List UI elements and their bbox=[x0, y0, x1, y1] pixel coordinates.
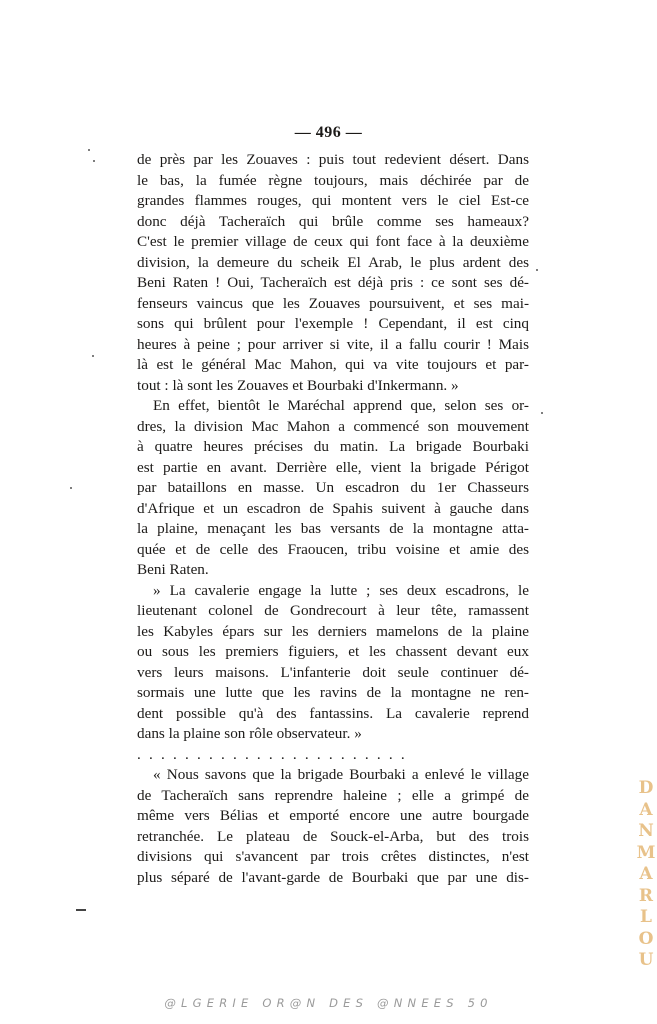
text-line: retranchée. Le plateau de Souck-el-Arba, but des trois bbox=[137, 827, 529, 845]
text-line: En effet, bientôt le Maréchal apprend que, selon ses or- bbox=[153, 397, 529, 414]
scan-speck bbox=[92, 355, 94, 357]
text-line: quée et de celle des Fraoucen, tribu voisine et amie des bbox=[137, 540, 529, 558]
text-line: ou sous les premiers figuiers, et les chassent devant eux bbox=[137, 643, 529, 660]
text-line: là est le général Mac Mahon, qui va vite toujours et par- bbox=[137, 356, 529, 373]
text-line: de près par les Zouaves : puis tout redevient désert. Dans bbox=[137, 151, 529, 168]
scan-speck bbox=[536, 269, 538, 271]
text-line: donc déjà Tacheraïch qui brûle comme ses hameaux? bbox=[137, 212, 529, 230]
text-line: fenseurs vaincus que les Zouaves poursuivent, et ses mai- bbox=[137, 294, 529, 312]
text-line: sons qui brûlent pour l'exemple ! Cependant, il est cinq bbox=[137, 315, 529, 332]
text-line: est partie en avant. Derrière elle, vient la brigade Périgot bbox=[137, 458, 529, 476]
scan-speck bbox=[88, 149, 90, 151]
text-line: sormais une lutte que les ravins de la montagne ne ren- bbox=[137, 684, 529, 701]
text-line: tout : là sont les Zouaves et Bourbaki d'Inkermann. » bbox=[137, 376, 459, 394]
text-line: la plaine, menaçant les bas versants de la montagne atta- bbox=[137, 520, 529, 537]
scan-mark bbox=[76, 909, 86, 911]
scan-speck bbox=[70, 487, 72, 489]
text-line: Beni Raten. bbox=[137, 561, 209, 578]
text-line: division, la demeure du scheik El Arab, le plus ardent des bbox=[137, 253, 529, 271]
text-line: divisions qui s'avancent par trois crêtes distinctes, n'est bbox=[137, 848, 529, 865]
footer-watermark: @LGERIE OR@N DES @NNEES 50 bbox=[164, 996, 493, 1010]
text-line: heures à peine ; pour arriver si vite, il a fallu courir ! Mais bbox=[137, 335, 529, 353]
text-line: « Nous savons que la brigade Bourbaki a enlevé le village bbox=[153, 766, 529, 783]
text-line: grandes flammes rouges, qui montent vers le ciel Est-ce bbox=[137, 192, 529, 209]
body-text bbox=[137, 150, 529, 888]
scan-speck bbox=[541, 412, 543, 414]
text-line: plus séparé de l'avant-garde de Bourbaki que par une dis- bbox=[137, 868, 529, 886]
text-line: d'Afrique et un escadron de Spahis suivent à gauche dans bbox=[137, 499, 529, 517]
text-line: de Tacheraïch sans reprendre haleine ; elle a grimpé de bbox=[137, 786, 529, 804]
text-line: » La cavalerie engage la lutte ; ses deux escadrons, le bbox=[153, 581, 529, 599]
text-line: C'est le premier village de ceux qui font face à la deuxième bbox=[137, 233, 529, 250]
text-line: à quatre heures précises du matin. La brigade Bourbaki bbox=[137, 438, 529, 455]
text-line: vers leurs maisons. L'infanterie doit seule continuer dé- bbox=[137, 663, 529, 681]
text-line: dent possible qu'à des fantassins. La cavalerie reprend bbox=[137, 704, 529, 722]
page-number: — 496 — bbox=[294, 124, 363, 141]
text-line: les Kabyles épars sur les derniers mamelons de la plaine bbox=[137, 622, 529, 640]
text-line: le bas, la fumée règne toujours, mais déchirée par de bbox=[137, 171, 529, 189]
text-line: même vers Bélias et emporté encore une autre bourgade bbox=[137, 807, 529, 824]
text-line: dres, la division Mac Mahon a commencé son mouvement bbox=[137, 417, 529, 435]
text-line: Beni Raten ! Oui, Tacheraïch est déjà pris : ce sont ses dé- bbox=[137, 274, 529, 291]
scan-speck bbox=[93, 160, 95, 162]
text-line: dans la plaine son rôle observateur. » bbox=[137, 725, 362, 742]
ellipsis-dots: . . . . . . . . . . . . . . . . . . . . . . . bbox=[137, 745, 407, 763]
text-line: lieutenant colonel de Gondrecourt à leur tête, ramassent bbox=[137, 602, 529, 619]
text-line: par bataillons en masse. Un escadron du 1er Chasseurs bbox=[137, 479, 529, 496]
side-stamp-watermark: DANMARLOU bbox=[636, 778, 656, 970]
